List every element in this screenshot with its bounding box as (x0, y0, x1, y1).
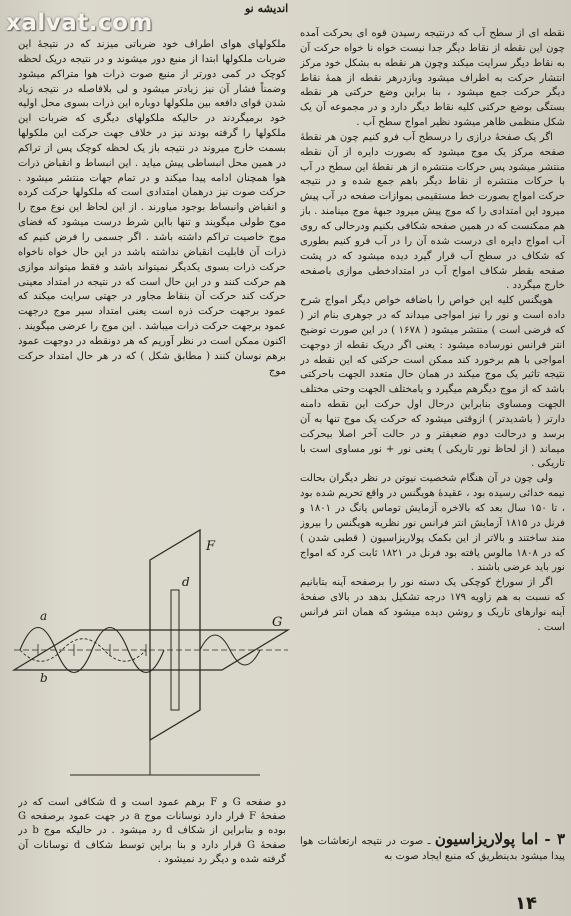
running-head: اندیشه نو (245, 2, 289, 15)
section-heading (300, 832, 565, 874)
paragraph: اگر از سوراخ کوچکی یک دسته نور را برصفحه آینه بتابانیم که نسبت به هم زاویه ۱۷۹ درجه تشکیل بدهد در بالای صفحهٔ آینه نوارهای تاریک و روشن دیده میشود که همان انتر فرانس است . (300, 577, 565, 633)
caption-text: دو صفحه G و F برهم عمود است و d شکافی است که در صفحهٔ F قرار دارد نوسانات موج a در جهت عمود برصفحه G بوده و بنابراین از شکاف d رد میشود . در حالیکه موج b در صفحهٔ G قرار دارد و بنا براین توسط شکاف d نوسانات آن گرفته شده و دیگر رد نمیشود . (18, 797, 286, 865)
paragraph: ولی چون در آن هنگام شخصیت نیوتن در نظر دیگران بحالت نیمه خدائی رسیده بود ، عقیدهٔ هویگنس در واقع تحریم شده بود ، تا ۱۵۰ سال بعد که بالاخره آزمایش توماس یانگ در ۱۸۰۱ و فرنل در ۱۸۱۵ آزمایش انتر فرانس نور نظریه هویگنس را بیروز مند ساختند و بالاتر از این بکمک پولاریزاسیون ( قطبی شدن ) که در ۱۸۰۸ مالوس یافته بود فرنل در ۱۸۲۱ ثابت کرد که امواج نور باید عرضی باشند . (300, 473, 565, 574)
label-g: G (272, 615, 283, 630)
label-b: b (40, 671, 48, 685)
section-heading-text: ـ صوت در نتیجه ارتعاشات هوا پیدا میشود بدینطریق که منبع ایجاد صوت به (300, 836, 565, 862)
section-heading-label: ۳ - اما پولاریزاسیون (434, 832, 565, 848)
label-d: d (182, 575, 190, 589)
paragraph: ملکولهای هوای اطراف خود ضرباتی میزند که در نتیجهٔ این ضربات ملکولها ابتدا از منبع دور میشوند و در نتیجه دریک لحظه کوچک در کمی دورتر از منبع صوت ذرات هوا متراکم میشود وضمناً فشار آن نیز زیادتر میشود و لی بلافاصله در نتیجه زیاد شدن قوای دافعه بین ملکولها دوباره این ذرات بسوی محل اولیه خود برمیگردند در حالیکه ملکولهای دیگری که ضربات این ملکولها را گرفته بودند نیز در خلاف جهت حرکت این ملکولها بسمت خارج میروند در نتیجه باز یک لحظه کوچک پس از تراکم در همین محل انبساطی پیش میاید . این انبساط و انقباض ذرات هوا همچنان ادامه پیدا میکند و در تمام جهات منتشر میشود . حرکت صوت نیز درهمان امتدادی است که ملکولها حرکت کرده و انقباض وانبساط بوجود میاورند . از این لحاظ این نوع موج را موج طولی میگویند و تنها بااین شرط درست میشود که فضای موج خاصیت تراکم داشته باشد . اگر جسمی را فرض کنیم که ذرات آن قابلیت انقباض نداشته باشد در این حال خواه ناخواه حرکت ذرات بسوی یکدیگر نمیتواند باشد و فقط میتواند موازی هم حرکت کنند و در این حال است که در نتیجه در امتداد معینی حرکت کند حرکت آن بنقاط مجاور در جهتی سرایت میکند که عمود برجهت حرکت ذره است یعنی امتداد سیر موج درجهت عمود برجهت حرکت ذرات میباشد . این موج را عرضی میگویند . اکنون ممکن است در نظر آوریم که هر دونقطه در دوجهت عمود برهم نوسان کنند ( مطابق شکل ) که در هر حال امتداد حرکت موج (18, 39, 286, 377)
paragraph: نقطه ای از سطح آب که درنتیجه رسیدن قوه ای بحرکت آمده چون این نقطه از نقاط دیگر جدا نیست خواه نا خواه حرکت آن به نقاط دیگر سرایت میکند وچون هر نقطه به بشکل خود مرکز انتشار حرکت به اطراف میشود وبازدرهر نقطه از همهٔ نقاط دیگر حرکت جمع میشود ، بنا براین وضع حرکتی هر نقطه بستگی بوضع حرکتی کلیه نقاط دیگر دارد و در مجموعه آن یک شکل منظمی ظاهر میشود نظیر امواج سطح آب . (300, 28, 565, 129)
paragraph: اگر یک صفحهٔ درازی را درسطح آب فرو کنیم چون هر نقطهٔ صفحه مرکز یک موج میشود که بصورت دایره از آن نقطه منتشر میشود پس حرکات منتشره از هر نقطهٔ این سطح در آب با حرکات منتشره از نقاط دیگر باهم جمع شده و در نتیجه حرکت امواج بصورت خط مستقیمی بموازات صفحه در آب پیش میرود این امتدادی را که موج پیش میرود جبههٔ موج مینامند . باز هم ممکنست که در همین صفحه شکافی بکنیم ودرحالی که روی آب امواج دایره ای درست شده آن را در آب فرو کنیم بطوری که شکاف در سطح آب قرار گیرد دیده میشود که در پشت صفحه بقطر شکاف امواج آب در امتدادخطی موازی باصفحه خارج میگردد . (300, 131, 565, 292)
left-column-top (18, 38, 286, 512)
label-a: a (40, 609, 48, 623)
polarization-figure (10, 520, 290, 790)
figure-caption (18, 796, 286, 876)
label-f: F (206, 539, 216, 554)
page-number: ۱۴ (515, 893, 537, 914)
site-watermark: xalvat.com (6, 10, 153, 36)
paragraph: هویگنس کلیه این خواص را باضافه خواص دیگر امواج شرح داده است و نور را نیز امواجی میداند که در جوهری بنام اتر ( که فرضی است ) منتشر میشود ( ۱۶۷۸ ) در این صورت توضیح انتر فرانس نورساده میشود : یعنی اگر دریک نقطه از دوجهت امواجی با هم برخورد کند ممکن است حرکتی که این نقطه در نتیجه تاثیر یک موج میکند در همان حال متعدد الجهت باحرکتی باشد که از موج دیگرهم میگیرد و یامختلف الجهت وحتی مختلف الجهت ومساوی بنابراین درحال اول حرکت این نقطه دامنه دارتر ( باشدیدتر ) ازوقتی میشود که حرکت یک موج تنها به آن برسد و درحالت دوم ضعیفتر و در حالت آخر اصلا بیحرکت میماند ( از لحاظ نور تاریکی ) یعنی نور + نور مساوی است با تاریکی . (300, 295, 565, 470)
plane-f (150, 530, 200, 740)
right-column (300, 27, 565, 872)
